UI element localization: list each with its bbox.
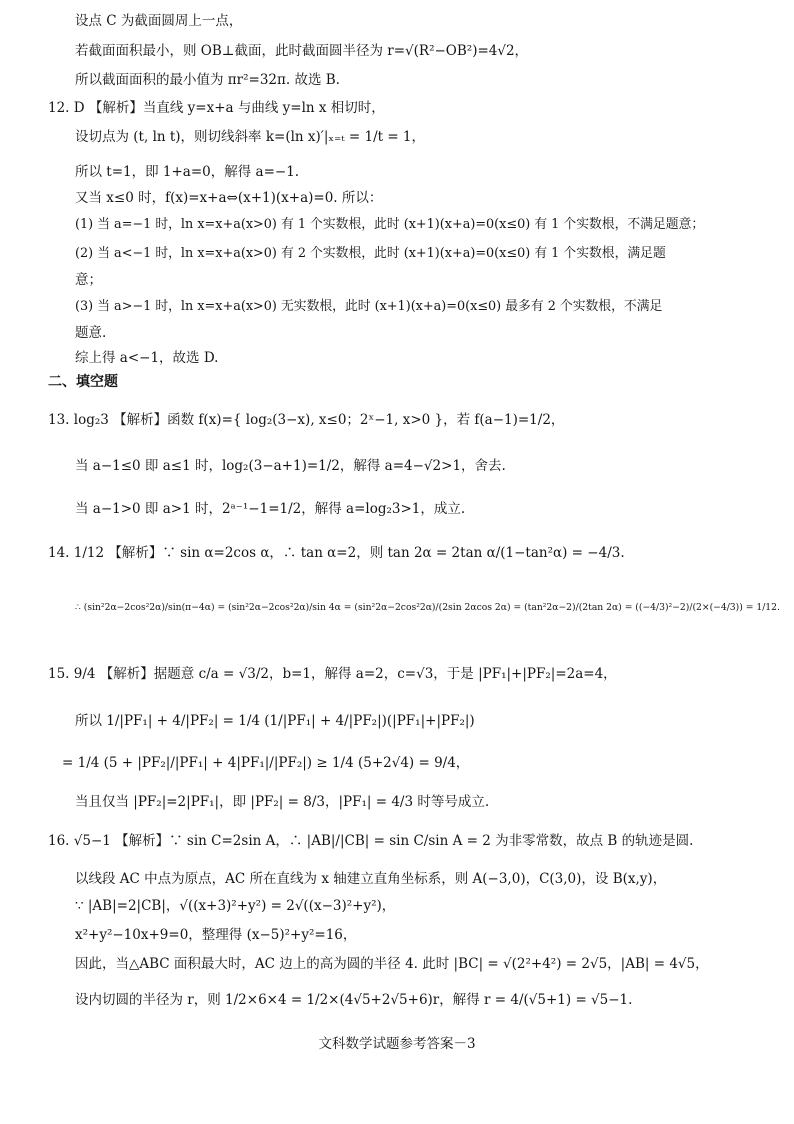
text-line: 当 a−1>0 即 a>1 时，2ᵃ⁻¹−1=1/2，解得 a=log₂3>1，成立. xyxy=(75,501,466,517)
text-line: 又当 x≤0 时，f(x)=x+a⇔(x+1)(x+a)=0. 所以： xyxy=(75,190,383,206)
text-line: 13. log₂3 【解析】函数 f(x)={ log₂(3−x), x≤0；2ˣ−1, x>0 }，若 f(a−1)=1/2， xyxy=(48,412,565,428)
text-line: 所以 1/|PF₁| + 4/|PF₂| = 1/4 (1/|PF₁| + 4/|PF₂|)(|PF₁|+|PF₂|) xyxy=(75,713,475,729)
text-line: 所以截面面积的最小值为 πr²=32π. 故选 B. xyxy=(75,72,340,88)
text-line: 设内切圆的半径为 r，则 1/2×6×4 = 1/2×(4√5+2√5+6)r，解得 r = 4/(√5+1) = √5−1. xyxy=(75,992,633,1008)
text-line: ∴ (sin²2α−2cos²2α)/sin(π−4α) = (sin²2α−2cos²2α)/sin 4α = (sin²2α−2cos²2α)/(2sin 2αcos 2α) = (tan²2α−2)/(2tan 2α) = ((−4/3)²−2)/(2×(−4/3)) = 1/12. xyxy=(75,602,780,613)
section-heading: 二、填空题 xyxy=(48,374,118,390)
text-line: 综上得 a<−1，故选 D. xyxy=(75,350,219,366)
text-line: x²+y²−10x+9=0，整理得 (x−5)²+y²=16， xyxy=(75,927,357,943)
text-line: 12. D 【解析】当直线 y=x+a 与曲线 y=ln x 相切时， xyxy=(48,100,385,116)
text-line: 因此，当△ABC 面积最大时，AC 边上的高为圆的半径 4. 此时 |BC| = √(2²+4²) = 2√5，|AB| = 4√5， xyxy=(75,956,709,972)
text-line: ∵ |AB|=2|CB|，√((x+3)²+y²) = 2√((x−3)²+y²)， xyxy=(75,898,396,914)
text-line: (2) 当 a<−1 时，ln x=x+a(x>0) 有 2 个实数根，此时 (x+1)(x+a)=0(x≤0) 有 1 个实数根，满足题 xyxy=(75,246,666,261)
text-line: 以线段 AC 中点为原点，AC 所在直线为 x 轴建立直角坐标系，则 A(−3,0)，C(3,0)，设 B(x,y)， xyxy=(75,871,667,887)
text-line: 意； xyxy=(75,272,102,288)
text-line: 当 a−1≤0 即 a≤1 时，log₂(3−a+1)=1/2，解得 a=4−√2>1，舍去. xyxy=(75,458,506,474)
text-line: 所以 t=1，即 1+a=0，解得 a=−1. xyxy=(75,164,300,180)
text-line: 设点 C 为截面圆周上一点， xyxy=(75,13,243,29)
text-line: = 1/4 (5 + |PF₂|/|PF₁| + 4|PF₁|/|PF₂|) ≥ 1/4 (5+2√4) = 9/4， xyxy=(62,755,470,771)
text-line: 15. 9/4 【解析】据题意 c/a = √3/2，b=1，解得 a=2，c=√3，于是 |PF₁|+|PF₂|=2a=4， xyxy=(48,666,617,682)
text-line: (3) 当 a>−1 时，ln x=x+a(x>0) 无实数根，此时 (x+1)(x+a)=0(x≤0) 最多有 2 个实数根，不满足 xyxy=(75,299,663,314)
text-line: 若截面面积最小，则 OB⊥截面，此时截面圆半径为 r=√(R²−OB²)=4√2， xyxy=(75,43,529,59)
text-line: 14. 1/12 【解析】∵ sin α=2cos α，∴ tan α=2，则 tan 2α = 2tan α/(1−tan²α) = −4/3. xyxy=(48,545,625,561)
text-line: 设切点为 (t, ln t)，则切线斜率 k=(ln x)′|ₓ₌ₜ = 1/t = 1， xyxy=(75,129,426,145)
page-footer: 文科数学试题参考答案－3 xyxy=(318,1036,476,1052)
text-line: (1) 当 a=−1 时，ln x=x+a(x>0) 有 1 个实数根，此时 (x+1)(x+a)=0(x≤0) 有 1 个实数根，不满足题意； xyxy=(75,217,705,232)
text-line: 题意. xyxy=(75,325,107,341)
text-line: 当且仅当 |PF₂|=2|PF₁|，即 |PF₂| = 8/3，|PF₁| = 4/3 时等号成立. xyxy=(75,794,490,810)
text-line: 16. √5−1 【解析】∵ sin C=2sin A，∴ |AB|/|CB| = sin C/sin A = 2 为非零常数，故点 B 的轨迹是圆. xyxy=(48,833,694,849)
